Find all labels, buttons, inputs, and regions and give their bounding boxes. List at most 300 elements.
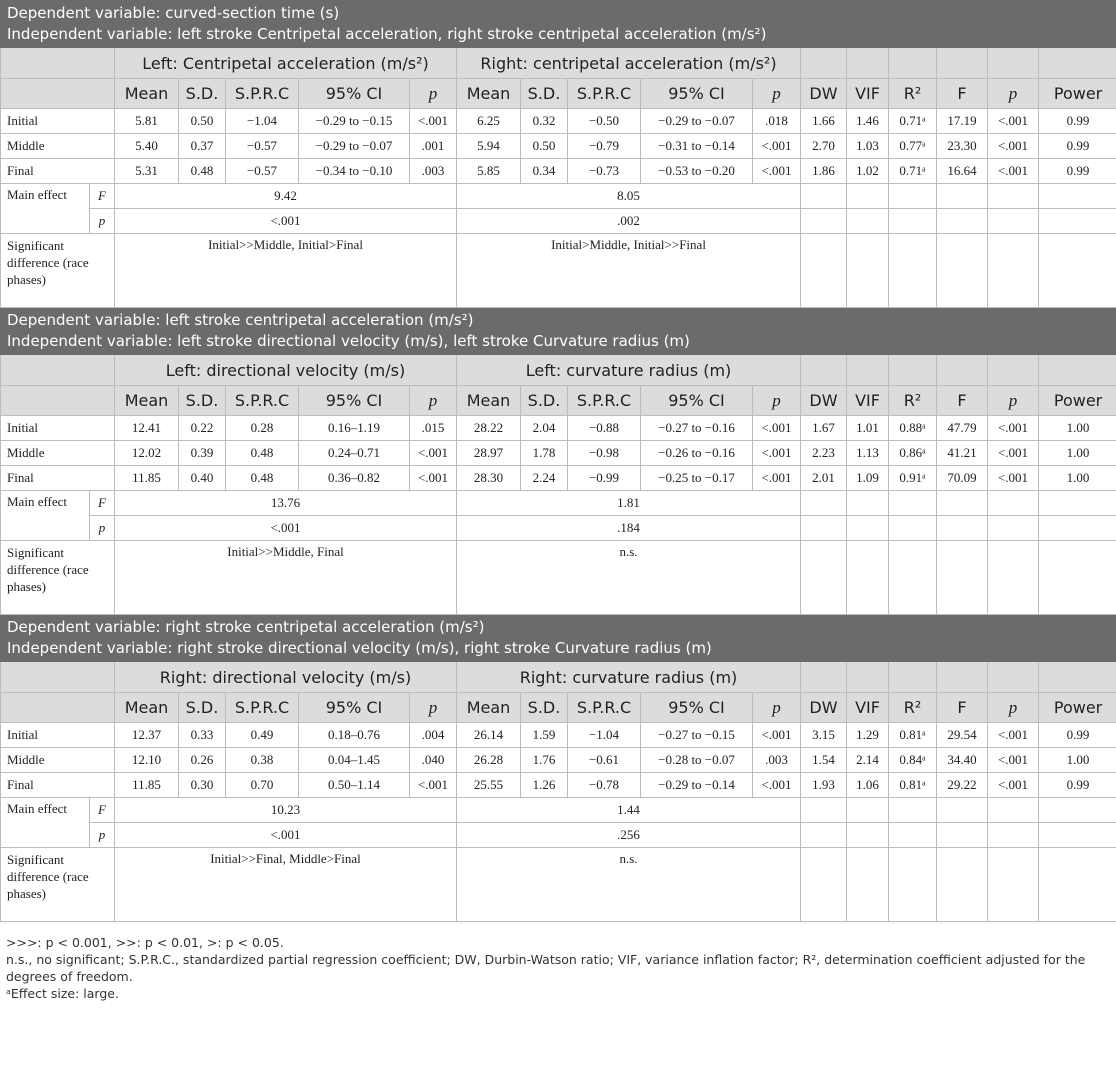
independent-variable: Independent variable: left stroke directional velocity (m/s), left stroke Curvature radius (m) (7, 332, 690, 350)
data-cell: 0.38 (226, 748, 299, 773)
table-row (1, 416, 1116, 441)
data-cell: −0.26 to −0.16 (641, 441, 753, 466)
data-cell: −0.78 (568, 773, 641, 798)
data-cell: 0.49 (226, 723, 299, 748)
sig-right-comparison: n.s. (457, 541, 801, 615)
data-cell: 0.81ᵃ (889, 773, 937, 798)
empty-cell (1039, 662, 1116, 693)
data-cell: −0.29 to −0.07 (641, 109, 753, 134)
empty-cell (801, 491, 847, 516)
empty-cell (801, 48, 847, 79)
data-cell: 1.86 (801, 159, 847, 184)
data-cell: 5.40 (115, 134, 179, 159)
data-cell: 29.22 (937, 773, 988, 798)
empty-cell (801, 516, 847, 541)
data-cell: .004 (410, 723, 457, 748)
data-cell: 0.26 (179, 748, 226, 773)
significant-difference-label: Significant difference (race phases) (1, 234, 115, 308)
data-cell: 1.13 (847, 441, 889, 466)
data-cell: 0.18–0.76 (299, 723, 410, 748)
data-cell: −0.29 to −0.15 (299, 109, 410, 134)
empty-cell (937, 491, 988, 516)
column-header: S.D. (179, 386, 226, 416)
empty-cell (1, 355, 115, 386)
data-cell: 0.99 (1039, 773, 1116, 798)
data-cell: 2.70 (801, 134, 847, 159)
data-cell: 1.00 (1039, 416, 1116, 441)
main-effect-left-p: <.001 (115, 516, 457, 541)
data-cell: −0.29 to −0.07 (299, 134, 410, 159)
empty-cell (988, 355, 1039, 386)
empty-cell (937, 848, 988, 922)
group-right-header: Right: centripetal acceleration (m/s²) (457, 48, 801, 79)
data-cell: 29.54 (937, 723, 988, 748)
empty-cell (847, 516, 889, 541)
data-cell: 0.34 (521, 159, 568, 184)
empty-cell (847, 541, 889, 615)
column-header: VIF (847, 79, 889, 109)
data-cell: <.001 (988, 773, 1039, 798)
significant-difference-row (1, 234, 1116, 308)
independent-variable: Independent variable: left stroke Centripetal acceleration, right stroke centripetal acceleration (m/s²) (7, 25, 767, 43)
column-header: Power (1039, 693, 1116, 723)
data-cell: −0.34 to −0.10 (299, 159, 410, 184)
main-effect-f-row (1, 184, 1116, 209)
p-label: p (90, 823, 115, 848)
empty-cell (801, 209, 847, 234)
empty-cell (801, 355, 847, 386)
data-cell: −0.57 (226, 159, 299, 184)
data-cell: 5.81 (115, 109, 179, 134)
empty-cell (801, 662, 847, 693)
main-effect-left-f: 13.76 (115, 491, 457, 516)
data-cell: 0.22 (179, 416, 226, 441)
independent-variable: Independent variable: right stroke directional velocity (m/s), right stroke Curvature radius (m) (7, 639, 712, 657)
column-header: S.P.R.C (226, 693, 299, 723)
empty-cell (988, 798, 1039, 823)
empty-cell (1, 662, 115, 693)
data-cell: 0.48 (179, 159, 226, 184)
f-label: F (90, 798, 115, 823)
data-cell: 0.39 (179, 441, 226, 466)
data-cell: 1.29 (847, 723, 889, 748)
section-header (1, 308, 1116, 355)
main-effect-right-p: .184 (457, 516, 801, 541)
data-cell: −0.25 to −0.17 (641, 466, 753, 491)
data-cell: 1.66 (801, 109, 847, 134)
row-label: Middle (1, 134, 115, 159)
column-header: Mean (115, 386, 179, 416)
column-header: p (753, 386, 801, 416)
data-cell: 1.67 (801, 416, 847, 441)
group-left-header: Left: directional velocity (m/s) (115, 355, 457, 386)
data-cell: 5.85 (457, 159, 521, 184)
note-effect-size: ᵃEffect size: large. (6, 986, 119, 1001)
data-cell: 0.86ᵃ (889, 441, 937, 466)
data-cell: −0.57 (226, 134, 299, 159)
data-cell: 0.91ᵃ (889, 466, 937, 491)
empty-cell (889, 355, 937, 386)
main-effect-f-row (1, 491, 1116, 516)
data-cell: 0.32 (521, 109, 568, 134)
empty-cell (1039, 234, 1116, 308)
data-cell: −1.04 (226, 109, 299, 134)
group-right-header: Left: curvature radius (m) (457, 355, 801, 386)
data-cell: −0.88 (568, 416, 641, 441)
data-cell: <.001 (410, 109, 457, 134)
data-cell: 0.16–1.19 (299, 416, 410, 441)
empty-cell (1039, 516, 1116, 541)
significant-difference-label: Significant difference (race phases) (1, 541, 115, 615)
column-header: VIF (847, 693, 889, 723)
data-cell: −0.28 to −0.07 (641, 748, 753, 773)
column-header: DW (801, 693, 847, 723)
column-header: Mean (457, 693, 521, 723)
data-cell: −1.04 (568, 723, 641, 748)
empty-cell (889, 823, 937, 848)
significant-difference-row (1, 541, 1116, 615)
column-header: p (410, 386, 457, 416)
empty-cell (937, 541, 988, 615)
empty-cell (801, 823, 847, 848)
empty-cell (937, 234, 988, 308)
empty-cell (988, 48, 1039, 79)
column-header-row (1, 693, 1116, 723)
column-header: S.P.R.C (568, 79, 641, 109)
empty-cell (1, 48, 115, 79)
data-cell: <.001 (410, 466, 457, 491)
main-effect-p-row (1, 823, 1116, 848)
data-cell: −0.53 to −0.20 (641, 159, 753, 184)
data-cell: .040 (410, 748, 457, 773)
data-cell: 5.31 (115, 159, 179, 184)
data-cell: <.001 (988, 109, 1039, 134)
empty-cell (988, 541, 1039, 615)
column-header: S.P.R.C (226, 386, 299, 416)
column-header: Mean (115, 79, 179, 109)
data-cell: 1.46 (847, 109, 889, 134)
data-cell: 0.99 (1039, 134, 1116, 159)
data-cell: −0.31 to −0.14 (641, 134, 753, 159)
data-cell: 0.04–1.45 (299, 748, 410, 773)
group-left-header: Right: directional velocity (m/s) (115, 662, 457, 693)
row-label: Final (1, 466, 115, 491)
column-header: DW (801, 386, 847, 416)
data-cell: −0.27 to −0.15 (641, 723, 753, 748)
data-cell: 0.71ᵃ (889, 109, 937, 134)
sig-right-comparison: Initial>Middle, Initial>>Final (457, 234, 801, 308)
data-cell: 0.50 (179, 109, 226, 134)
sig-right-comparison: n.s. (457, 848, 801, 922)
data-cell: −0.98 (568, 441, 641, 466)
data-cell: 1.78 (521, 441, 568, 466)
significant-difference-row (1, 848, 1116, 922)
column-header: p (410, 693, 457, 723)
section-variables (1, 615, 1116, 662)
data-cell: 28.97 (457, 441, 521, 466)
data-cell: 1.01 (847, 416, 889, 441)
data-cell: 0.99 (1039, 159, 1116, 184)
data-cell: .018 (753, 109, 801, 134)
empty-cell (937, 48, 988, 79)
data-cell: .001 (410, 134, 457, 159)
row-label: Final (1, 159, 115, 184)
dependent-variable: Dependent variable: left stroke centripetal acceleration (m/s²) (7, 311, 474, 329)
data-cell: 47.79 (937, 416, 988, 441)
data-cell: <.001 (753, 723, 801, 748)
empty-cell (1, 693, 115, 723)
row-label: Middle (1, 748, 115, 773)
column-header: DW (801, 79, 847, 109)
empty-cell (801, 848, 847, 922)
data-cell: 0.36–0.82 (299, 466, 410, 491)
main-effect-left-p: <.001 (115, 209, 457, 234)
data-cell: 0.99 (1039, 109, 1116, 134)
data-cell: <.001 (410, 441, 457, 466)
column-header: Power (1039, 386, 1116, 416)
empty-cell (1039, 798, 1116, 823)
empty-cell (847, 355, 889, 386)
column-header: F (937, 79, 988, 109)
section-header (1, 615, 1116, 662)
column-header: S.D. (521, 79, 568, 109)
data-cell: 0.71ᵃ (889, 159, 937, 184)
data-cell: 1.03 (847, 134, 889, 159)
main-effect-label: Main effect (1, 491, 90, 541)
data-cell: 1.00 (1039, 748, 1116, 773)
empty-cell (847, 209, 889, 234)
empty-cell (937, 823, 988, 848)
data-cell: −0.27 to −0.16 (641, 416, 753, 441)
data-cell: 0.24–0.71 (299, 441, 410, 466)
column-header: 95% CI (299, 79, 410, 109)
empty-cell (988, 184, 1039, 209)
empty-cell (889, 848, 937, 922)
column-header: S.P.R.C (568, 386, 641, 416)
data-cell: 25.55 (457, 773, 521, 798)
data-cell: <.001 (753, 134, 801, 159)
empty-cell (1039, 355, 1116, 386)
empty-cell (988, 491, 1039, 516)
data-cell: 0.30 (179, 773, 226, 798)
empty-cell (988, 848, 1039, 922)
data-cell: <.001 (988, 466, 1039, 491)
data-cell: 12.37 (115, 723, 179, 748)
f-label: F (90, 491, 115, 516)
main-effect-right-f: 1.81 (457, 491, 801, 516)
column-header: Power (1039, 79, 1116, 109)
empty-cell (937, 516, 988, 541)
empty-cell (988, 234, 1039, 308)
data-cell: <.001 (753, 773, 801, 798)
empty-cell (1039, 823, 1116, 848)
section-variables (1, 1, 1116, 48)
column-header: 95% CI (641, 693, 753, 723)
group-header-row (1, 355, 1116, 386)
data-cell: 17.19 (937, 109, 988, 134)
data-cell: 0.28 (226, 416, 299, 441)
column-header: 95% CI (299, 386, 410, 416)
empty-cell (847, 662, 889, 693)
group-left-header: Left: Centripetal acceleration (m/s²) (115, 48, 457, 79)
column-header: p (988, 693, 1039, 723)
data-cell: 0.81ᵃ (889, 723, 937, 748)
empty-cell (889, 48, 937, 79)
row-label: Initial (1, 723, 115, 748)
column-header-row (1, 386, 1116, 416)
empty-cell (1, 79, 115, 109)
data-cell: 0.70 (226, 773, 299, 798)
data-cell: 70.09 (937, 466, 988, 491)
column-header: p (753, 693, 801, 723)
empty-cell (1039, 848, 1116, 922)
column-header: S.P.R.C (568, 693, 641, 723)
column-header: S.P.R.C (226, 79, 299, 109)
data-cell: <.001 (753, 466, 801, 491)
data-cell: 16.64 (937, 159, 988, 184)
empty-cell (937, 209, 988, 234)
table-row (1, 748, 1116, 773)
group-header-row (1, 48, 1116, 79)
data-cell: <.001 (988, 748, 1039, 773)
data-cell: 26.14 (457, 723, 521, 748)
data-cell: 6.25 (457, 109, 521, 134)
dependent-variable: Dependent variable: right stroke centripetal acceleration (m/s²) (7, 618, 485, 636)
data-cell: 1.54 (801, 748, 847, 773)
column-header: R² (889, 693, 937, 723)
column-header: 95% CI (641, 386, 753, 416)
empty-cell (1, 386, 115, 416)
data-cell: 1.26 (521, 773, 568, 798)
empty-cell (889, 798, 937, 823)
data-cell: 2.14 (847, 748, 889, 773)
empty-cell (847, 184, 889, 209)
data-cell: <.001 (988, 441, 1039, 466)
data-cell: 1.76 (521, 748, 568, 773)
data-cell: 11.85 (115, 466, 179, 491)
data-cell: <.001 (753, 441, 801, 466)
data-cell: 23.30 (937, 134, 988, 159)
table-row (1, 723, 1116, 748)
data-cell: −0.79 (568, 134, 641, 159)
column-header: 95% CI (641, 79, 753, 109)
main-effect-right-f: 1.44 (457, 798, 801, 823)
empty-cell (889, 491, 937, 516)
empty-cell (889, 516, 937, 541)
main-effect-left-f: 10.23 (115, 798, 457, 823)
data-cell: 0.40 (179, 466, 226, 491)
column-header: F (937, 386, 988, 416)
column-header: Mean (457, 79, 521, 109)
empty-cell (988, 662, 1039, 693)
main-effect-right-p: .002 (457, 209, 801, 234)
section-header (1, 1, 1116, 48)
data-cell: 11.85 (115, 773, 179, 798)
group-header-row (1, 662, 1116, 693)
data-cell: 28.30 (457, 466, 521, 491)
data-cell: 0.84ᵃ (889, 748, 937, 773)
empty-cell (889, 234, 937, 308)
table-notes (0, 922, 1116, 1002)
empty-cell (1039, 48, 1116, 79)
data-cell: −0.50 (568, 109, 641, 134)
empty-cell (801, 184, 847, 209)
data-cell: 41.21 (937, 441, 988, 466)
significant-difference-label: Significant difference (race phases) (1, 848, 115, 922)
column-header-row (1, 79, 1116, 109)
main-effect-right-f: 8.05 (457, 184, 801, 209)
empty-cell (1039, 541, 1116, 615)
data-cell: 0.88ᵃ (889, 416, 937, 441)
column-header: p (988, 79, 1039, 109)
data-cell: 1.09 (847, 466, 889, 491)
column-header: p (410, 79, 457, 109)
table-row (1, 466, 1116, 491)
sig-left-comparison: Initial>>Middle, Final (115, 541, 457, 615)
data-cell: 2.23 (801, 441, 847, 466)
empty-cell (847, 798, 889, 823)
data-cell: <.001 (988, 416, 1039, 441)
column-header: VIF (847, 386, 889, 416)
data-cell: <.001 (988, 159, 1039, 184)
empty-cell (988, 209, 1039, 234)
empty-cell (847, 491, 889, 516)
column-header: S.D. (521, 386, 568, 416)
column-header: R² (889, 79, 937, 109)
empty-cell (847, 848, 889, 922)
data-cell: 0.33 (179, 723, 226, 748)
column-header: R² (889, 386, 937, 416)
data-cell: 0.50 (521, 134, 568, 159)
main-effect-left-p: <.001 (115, 823, 457, 848)
data-cell: 3.15 (801, 723, 847, 748)
data-cell: .003 (753, 748, 801, 773)
empty-cell (801, 541, 847, 615)
p-label: p (90, 209, 115, 234)
data-cell: −0.29 to −0.14 (641, 773, 753, 798)
main-effect-left-f: 9.42 (115, 184, 457, 209)
data-cell: 1.00 (1039, 441, 1116, 466)
data-cell: 26.28 (457, 748, 521, 773)
column-header: S.D. (521, 693, 568, 723)
data-cell: 1.93 (801, 773, 847, 798)
data-cell: 2.24 (521, 466, 568, 491)
main-effect-f-row (1, 798, 1116, 823)
empty-cell (1039, 491, 1116, 516)
note-significance-legend: >>>: p < 0.001, >>: p < 0.01, >: p < 0.05. (6, 935, 284, 950)
column-header: Mean (457, 386, 521, 416)
empty-cell (988, 823, 1039, 848)
data-cell: 12.41 (115, 416, 179, 441)
empty-cell (801, 798, 847, 823)
main-effect-label: Main effect (1, 798, 90, 848)
column-header: p (988, 386, 1039, 416)
column-header: F (937, 693, 988, 723)
data-cell: <.001 (988, 723, 1039, 748)
data-cell: <.001 (753, 159, 801, 184)
data-cell: 1.00 (1039, 466, 1116, 491)
data-cell: <.001 (753, 416, 801, 441)
empty-cell (801, 234, 847, 308)
data-cell: <.001 (410, 773, 457, 798)
row-label: Middle (1, 441, 115, 466)
section-variables (1, 308, 1116, 355)
data-cell: 1.06 (847, 773, 889, 798)
main-effect-right-p: .256 (457, 823, 801, 848)
data-cell: 12.10 (115, 748, 179, 773)
data-cell: 2.04 (521, 416, 568, 441)
table-row (1, 441, 1116, 466)
